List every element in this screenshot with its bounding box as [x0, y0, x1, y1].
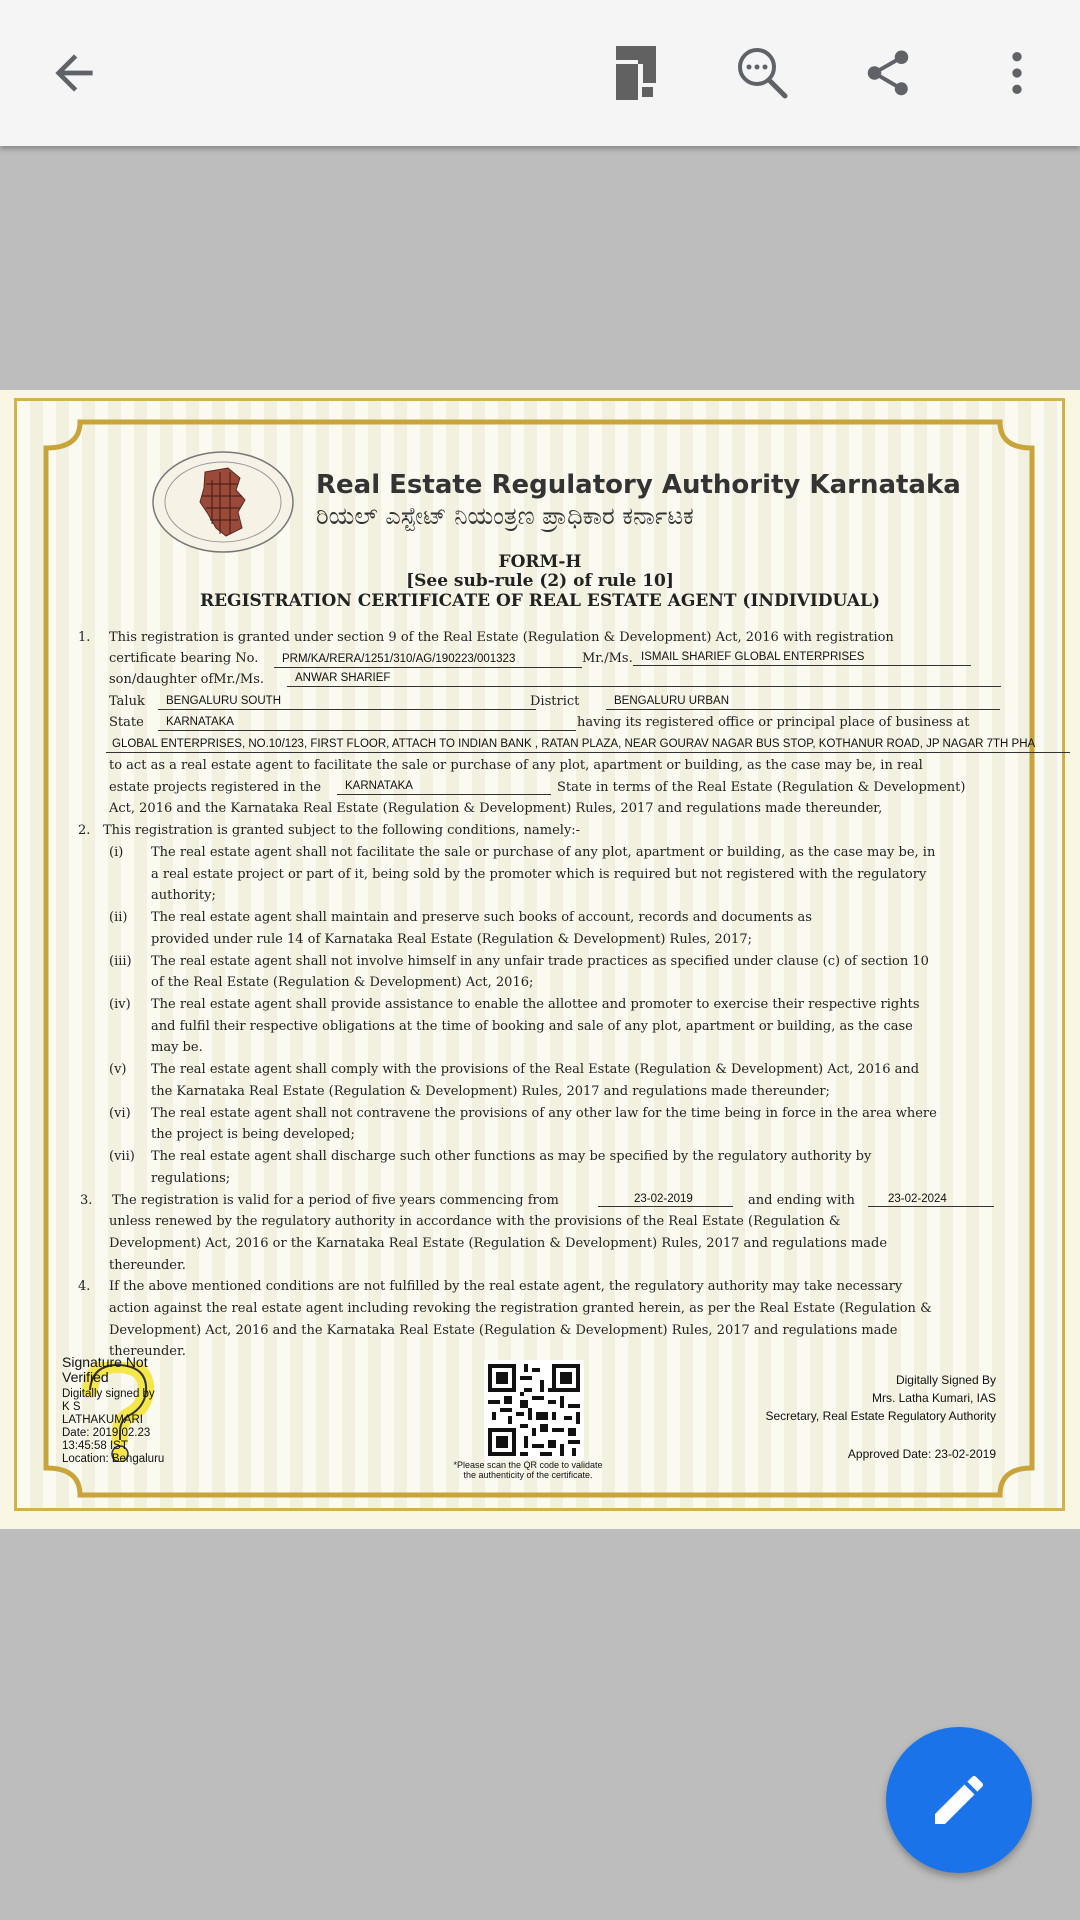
para-1-line: estate projects registered in the [109, 780, 322, 795]
registration-number-value: PRM/KA/RERA/1251/310/AG/190223/001323 [274, 652, 582, 668]
back-button[interactable] [34, 33, 114, 113]
condition-number: (ii) [109, 910, 128, 925]
signer-initials: K S [62, 1401, 81, 1413]
para-1-line: to act as a real estate agent to facilitate the sale or purchase of any plot, apartment or building, as the case may be, in real [109, 758, 923, 773]
signed-by-label: Digitally signed by [62, 1388, 155, 1400]
state-label: State [109, 715, 144, 730]
para-3-number: 3. [80, 1193, 93, 1208]
parent-name-value: ANWAR SHARIEF [287, 671, 1001, 687]
condition-line: a real estate project or part of it, being sold by the promoter which is required but not registered with the regulatory [151, 867, 927, 882]
cert-number-label: certificate bearing No. [109, 651, 259, 666]
para-3-line: Development) Act, 2016 or the Karnataka Real Estate (Regulation & Development) Rules, 2017 and regulations made [109, 1236, 888, 1251]
son-daughter-label: son/daughter ofMr./Ms. [109, 672, 265, 687]
agent-name-value: ISMAIL SHARIEF GLOBAL ENTERPRISES [633, 650, 971, 666]
condition-line: provided under rule 14 of Karnataka Real Estate (Regulation & Development) Rules, 2017; [151, 932, 752, 947]
subrule-label: [See sub-rule (2) of rule 10] [406, 571, 674, 591]
condition-line: The real estate agent shall discharge such other functions as may be specified by the regulatory authority by [151, 1149, 872, 1164]
taluk-label: Taluk [109, 694, 145, 709]
signature-status-line2: Verified [62, 1369, 109, 1385]
para-4-line: Development) Act, 2016 and the Karnataka Real Estate (Regulation & Development) Rules, 2017 and regulations made [109, 1323, 898, 1338]
condition-line: authority; [151, 888, 216, 903]
condition-number: (vii) [109, 1149, 135, 1164]
para-1-line: This registration is granted under section 9 of the Real Estate (Regulation & Development) Act, 2016 with registration [109, 630, 894, 645]
arrow-left-icon [46, 45, 102, 101]
office-text: having its registered office or principal place of business at [577, 715, 970, 730]
para-1-line: State in terms of the Real Estate (Regulation & Development) [557, 780, 966, 795]
condition-number: (iii) [109, 954, 132, 969]
qr-note-line2: the authenticity of the certificate. [463, 1470, 593, 1480]
para-3-line: and ending with [748, 1193, 855, 1208]
edit-fab-button[interactable] [886, 1727, 1032, 1873]
form-label: FORM-H [498, 552, 582, 572]
condition-number: (v) [109, 1062, 127, 1077]
condition-line: The real estate agent shall maintain and preserve such books of account, records and documents as [151, 910, 812, 925]
digitally-signed-by-label: Digitally Signed By [895, 1373, 996, 1387]
taluk-value: BENGALURU SOUTH [158, 694, 536, 710]
share-icon [861, 46, 915, 100]
district-value: BENGALURU URBAN [606, 694, 1000, 710]
condition-number: (vi) [109, 1106, 131, 1121]
condition-line: may be. [151, 1040, 203, 1055]
para-4-line: thereunder. [109, 1344, 186, 1359]
validity-end-date: 23-02-2024 [868, 1192, 994, 1207]
projects-state-value: KARNATAKA [337, 779, 551, 795]
signatory-designation: Secretary, Real Estate Regulatory Authority [765, 1409, 996, 1423]
para-2-number: 2. [78, 823, 91, 838]
state-value: KARNATAKA [158, 715, 576, 731]
signature-status-line1: Signature Not [62, 1354, 148, 1370]
document-layout-icon [613, 43, 661, 103]
condition-line: of the Real Estate (Regulation & Development) Act, 2016; [151, 975, 534, 990]
para-4-line: If the above mentioned conditions are not fulfilled by the real estate agent, the regulatory authority may take necessary [109, 1279, 903, 1294]
validation-qr-code [484, 1360, 584, 1460]
condition-line: The real estate agent shall provide assistance to enable the allottee and promoter to exercise their respective rights [151, 997, 920, 1012]
condition-line: The real estate agent shall not contravene the provisions of any other law for the time being in force in the area where [151, 1106, 937, 1121]
para-1-number: 1. [78, 630, 91, 645]
signature-date: Date: 2019.02.23 [62, 1427, 151, 1439]
validity-start-date: 23-02-2019 [598, 1192, 733, 1207]
condition-line: The real estate agent shall not involve himself in any unfair trade practices as specified under clause (c) of section 10 [151, 954, 929, 969]
signer-name: LATHAKUMARI [62, 1414, 143, 1426]
para-3-line: unless renewed by the regulatory authority in accordance with the provisions of the Real Estate (Regulation & [109, 1214, 841, 1229]
search-in-document-icon [735, 45, 791, 101]
condition-line: and fulfil their respective obligations at the time of booking and sale of any plot, apartment or building, as the case [151, 1019, 913, 1034]
certificate-title: REGISTRATION CERTIFICATE OF REAL ESTATE AGENT (INDIVIDUAL) [199, 591, 881, 611]
para-1-line: Act, 2016 and the Karnataka Real Estate (Regulation & Development) Rules, 2017 and regulations made thereunder, [109, 801, 883, 816]
share-button[interactable] [848, 33, 928, 113]
rera-karnataka-emblem [150, 450, 296, 554]
more-vert-icon [989, 45, 1045, 101]
para-4-line: action against the real estate agent including revoking the registration granted herein, as per the Real Estate (Regulation & [109, 1301, 932, 1316]
app-toolbar [0, 0, 1080, 146]
approved-date: Approved Date: 23-02-2019 [847, 1447, 996, 1461]
certificate-page[interactable] [0, 390, 1080, 1529]
signatory-name: Mrs. Latha Kumari, IAS [871, 1391, 996, 1405]
edit-pencil-icon [927, 1768, 991, 1832]
para-4-number: 4. [78, 1279, 91, 1294]
condition-line: The real estate agent shall not facilitate the sale or purchase of any plot, apartment or building, as the case may be, in [151, 845, 936, 860]
condition-line: the project is being developed; [151, 1127, 355, 1142]
authority-name-kannada: ರಿಯಲ್ ಎಸ್ಟೇಟ್ ನಿಯಂತ್ರಣ ಪ್ರಾಧಿಕಾರ ಕರ್ನಾಟಕ [316, 502, 694, 530]
condition-line: The real estate agent shall comply with the provisions of the Real Estate (Regulation & Development) Act, 2016 and [151, 1062, 920, 1077]
para-2-intro: This registration is granted subject to the following conditions, namely:- [103, 823, 581, 838]
condition-number: (i) [109, 845, 124, 860]
signature-time: 13:45:58 IST [62, 1440, 128, 1452]
para-3-line: The registration is valid for a period of five years commencing from [112, 1193, 559, 1208]
address-value: GLOBAL ENTERPRISES, NO.10/123, FIRST FLOOR, ATTACH TO INDIAN BANK , RATAN PLAZA, NEAR GOURAV NAGAR BUS STOP, KOTHANUR ROAD, JP NAGAR 7TH PHA [106, 737, 1070, 753]
district-label: District [530, 694, 580, 709]
page-layout-button[interactable] [597, 33, 677, 113]
search-button[interactable] [723, 33, 803, 113]
mr-ms-label: Mr./Ms. [582, 651, 633, 666]
qr-note-line1: *Please scan the QR code to validate [453, 1460, 603, 1470]
condition-number: (iv) [109, 997, 131, 1012]
condition-line: the Karnataka Real Estate (Regulation & Development) Rules, 2017 and regulations made thereunder; [151, 1084, 830, 1099]
signature-location: Location: Bengaluru [62, 1453, 165, 1465]
more-options-button[interactable] [977, 33, 1057, 113]
condition-line: regulations; [151, 1171, 231, 1186]
authority-name-english: Real Estate Regulatory Authority Karnataka [316, 470, 961, 500]
para-3-line: thereunder. [109, 1258, 186, 1273]
